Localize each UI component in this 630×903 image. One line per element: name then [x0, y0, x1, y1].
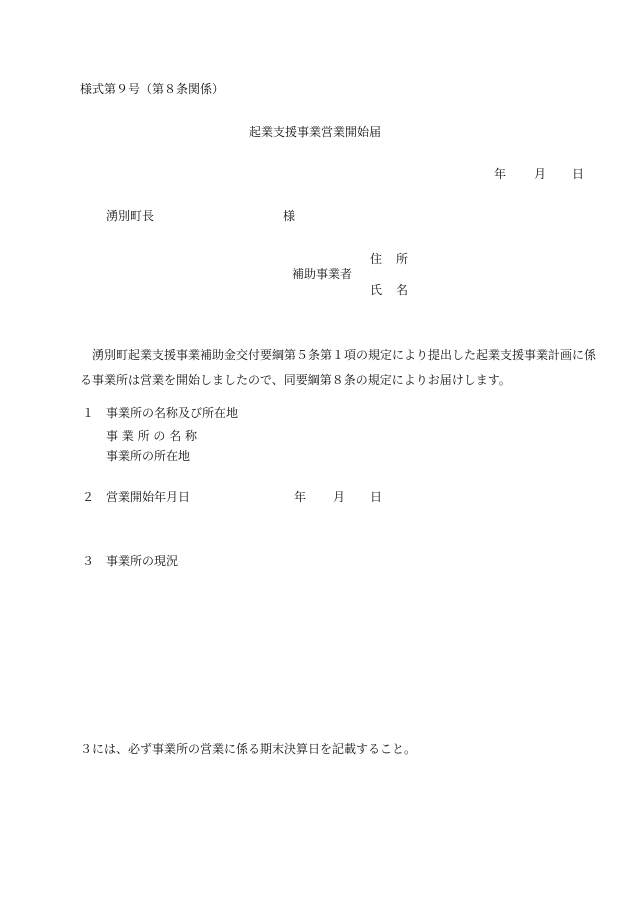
- applicant-name-label: 氏名: [370, 283, 423, 297]
- applicant-address-label: 住所: [370, 252, 423, 266]
- document-title: 起業支援事業営業開始届: [248, 125, 381, 139]
- date-day-label: 日: [572, 167, 585, 181]
- form-number: 様式第９号（第８条関係）: [80, 82, 225, 96]
- item-2-title: 営業開始年月日: [106, 490, 191, 504]
- item-3-number: ３: [82, 554, 95, 568]
- date-month-label: 月: [534, 167, 547, 181]
- footnote: ３には、必ず事業所の営業に係る期末決算日を記載すること。: [80, 742, 417, 756]
- body-paragraph: 湧別町起業支援事業補助金交付要綱第５条第１項の規定により提出した起業支援事業計画に係る事業所は営業を開始しましたので、同要綱第８条の規定によりお届けします。: [80, 348, 597, 387]
- item-1-office-name-label: 事業所の名称: [106, 429, 201, 443]
- item-1-title: 事業所の名称及び所在地: [106, 406, 239, 420]
- item-1-number: １: [82, 406, 95, 420]
- item-3-title: 事業所の現況: [106, 554, 179, 568]
- item-2-number: ２: [82, 490, 95, 504]
- item-1-office-location-label: 事業所の所在地: [106, 449, 191, 463]
- applicant-label: 補助事業者: [292, 267, 353, 281]
- addressee-honorific: 様: [283, 209, 296, 223]
- item-2-year-label: 年: [294, 490, 307, 504]
- item-2-month-label: 月: [333, 490, 346, 504]
- date-year-label: 年: [494, 167, 507, 181]
- item-2-day-label: 日: [370, 490, 383, 504]
- addressee-name: 湧別町長: [106, 209, 155, 223]
